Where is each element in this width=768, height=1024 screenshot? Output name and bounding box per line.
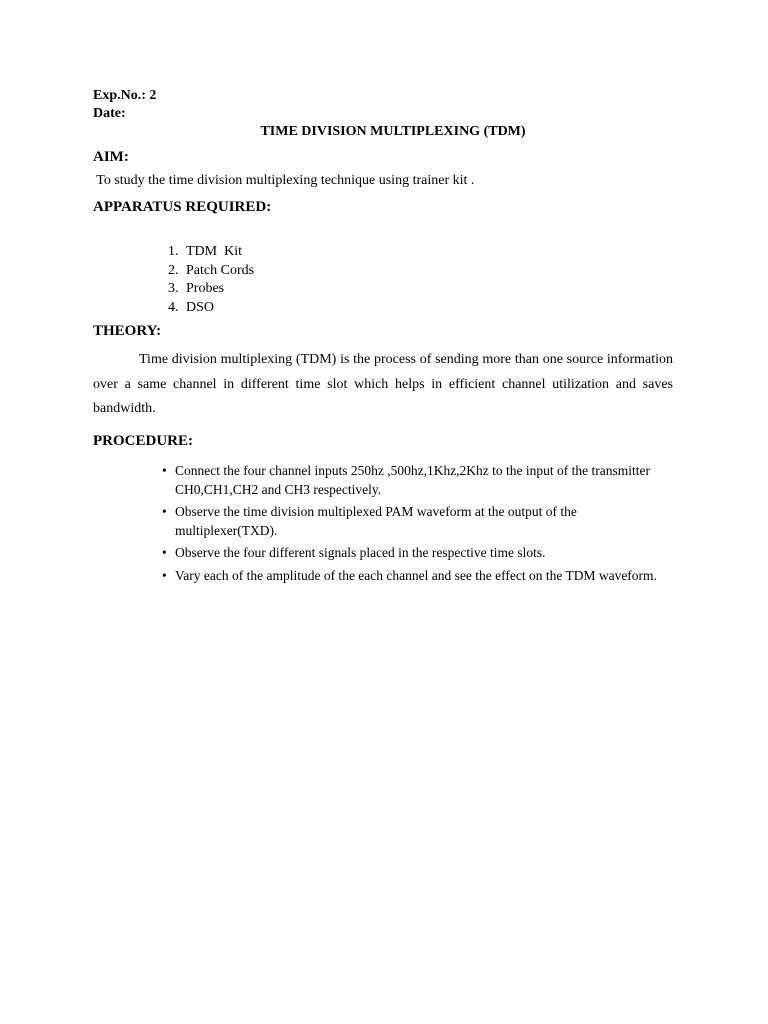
list-item bbox=[162, 462, 662, 499]
list-item bbox=[162, 544, 662, 563]
procedure-step: Observe the time division multiplexed PAM waveform at the output of the multiplexer(TXD). bbox=[175, 504, 577, 538]
date-label: Date: bbox=[93, 106, 126, 121]
theory-heading: THEORY: bbox=[93, 323, 162, 339]
procedure-list bbox=[162, 462, 662, 589]
list-item-number: 4. bbox=[168, 300, 179, 316]
list-item bbox=[168, 280, 254, 299]
aim-text: To study the time division multiplexing technique using trainer kit . bbox=[93, 173, 475, 188]
document-title: TIME DIVISION MULTIPLEXING (TDM) bbox=[260, 124, 526, 139]
list-item-number: 2. bbox=[168, 262, 179, 278]
list-item bbox=[168, 243, 254, 262]
list-item-number: 1. bbox=[168, 244, 179, 259]
list-item bbox=[168, 299, 254, 318]
list-item-label: DSO bbox=[186, 300, 215, 316]
bullet-icon: • bbox=[162, 463, 167, 478]
aim-heading: AIM: bbox=[93, 149, 129, 165]
bullet-icon: • bbox=[162, 567, 167, 583]
list-item-number: 3. bbox=[168, 281, 179, 297]
bullet-icon: • bbox=[162, 545, 167, 560]
list-item bbox=[168, 262, 254, 281]
theory-paragraph: Time division multiplexing (TDM) is the process of sending more than one source information over a same channel in different time slot which helps in efficient channel utilization and saves bandwidth. bbox=[93, 352, 673, 416]
list-item bbox=[162, 567, 662, 586]
procedure-step: Observe the four different signals placed in the respective time slots. bbox=[175, 545, 546, 560]
apparatus-heading: APPARATUS REQUIRED: bbox=[93, 199, 272, 215]
list-item-label: TDM Kit bbox=[186, 244, 242, 259]
bullet-icon: • bbox=[162, 504, 167, 519]
list-item-label: Patch Cords bbox=[186, 262, 255, 278]
experiment-number: Exp.No.: 2 bbox=[93, 88, 157, 103]
procedure-step: Connect the four channel inputs 250hz ,500hz,1Khz,2Khz to the input of the transmitter CH0,CH1,CH2 and CH3 respectively. bbox=[175, 463, 651, 497]
apparatus-list bbox=[168, 243, 254, 318]
procedure-heading: PROCEDURE: bbox=[93, 433, 193, 449]
procedure-step: Vary each of the amplitude of the each channel and see the effect on the TDM waveform. bbox=[175, 567, 657, 583]
list-item bbox=[162, 503, 662, 540]
list-item-label: Probes bbox=[186, 281, 225, 297]
